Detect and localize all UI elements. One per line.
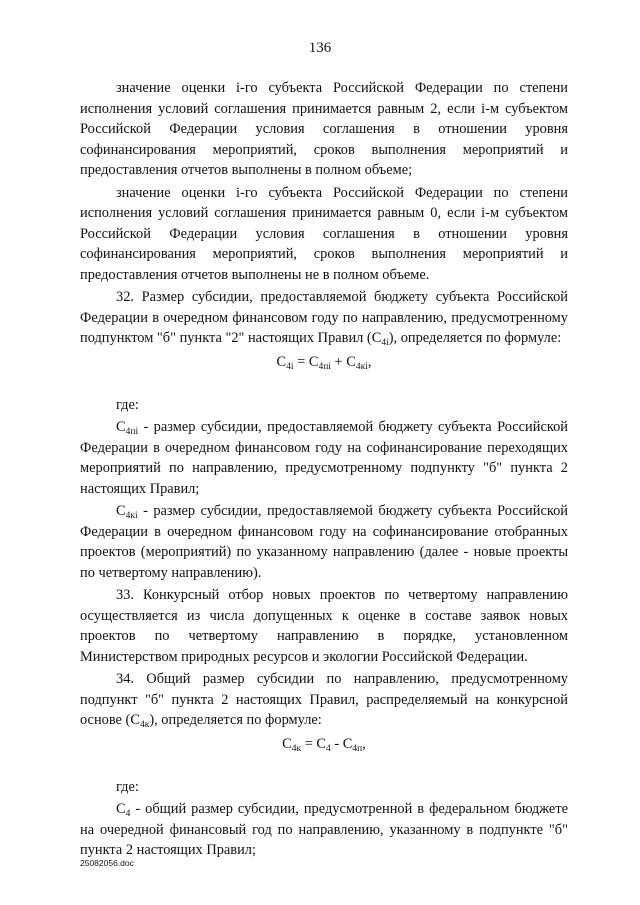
paragraph-32: 32. Размер субсидии, предоставляемой бюджету субъекта Российской Федерации в очередном финансовом году по направлению, предусмотренному подпунктом "б" пункта "2" настоящих Правил $(C_{4i})$, определяется по формуле:	[80, 289, 568, 348]
paragraph-33: 33. Конкурсный отбор новых проектов по четвертому направлению осуществляется из числа допущенных к оценке в составе заявок новых проектов по четвертому направлению в порядке, установленном Министерством природных ресурсов и экологии Российской Федерации.	[80, 587, 568, 665]
definition-c4ki: $C_{4кi}$ - размер субсидии, предоставляемой бюджету субъекта Российской Федерации в очередном финансовом году на софинансирование отобранных проектов (мероприятий) по указанному направлению (далее - новые проекты по четвертому направлению).	[80, 503, 568, 581]
definition-c4: $C_4$ - общий размер субсидии, предусмотренной в федеральном бюджете на очередной финансовый год по направлению, указанному в подпункте "б" пункта 2 настоящих Правил;	[80, 801, 568, 858]
definition-c4pi: $C_{4пi}$ - размер субсидии, предоставляемой бюджету субъекта Российской Федерации в очередном финансовом году на софинансирование переходящих мероприятий по направлению, предусмотренному подпункту "б" пункта 2 настоящих Правил;	[80, 419, 568, 497]
page-number: 136	[308, 40, 332, 56]
where-label: где:	[116, 396, 139, 413]
paragraph: значение оценки i-го субъекта Российской Федерации по степени исполнения условий соглашения принимается равным 0, если i-м субъектом Российской Федерации условия соглашения в отношении уровня софинансирования мероприятий, сроков выполнения мероприятий и предоставления отчетов выполнены не в полном объеме.	[80, 184, 568, 283]
formula-c4i: $C_{4i} = C_{4пi} + C_{4кi}$,	[276, 353, 372, 372]
formula-c4k: $C_{4к} = C_4 - C_{4п}$,	[282, 735, 366, 754]
file-name-footer: 25082056.doc	[80, 858, 134, 868]
where-label: где:	[116, 778, 139, 795]
document-body	[80, 78, 568, 861]
paragraph: значение оценки i-го субъекта Российской Федерации по степени исполнения условий соглашения принимается равным 2, если i-м субъектом Российской Федерации условия соглашения в отношении уровня софинансирования мероприятий, сроков выполнения мероприятий и предоставления отчетов выполнены в полном объеме;	[80, 80, 568, 178]
paragraph-34: 34. Общий размер субсидии по направлению, предусмотренному подпункт "б" пункта 2 настоящих Правил, распределяемый на конкурсной основе $(C_{4к})$, определяется по формуле:	[80, 671, 568, 730]
